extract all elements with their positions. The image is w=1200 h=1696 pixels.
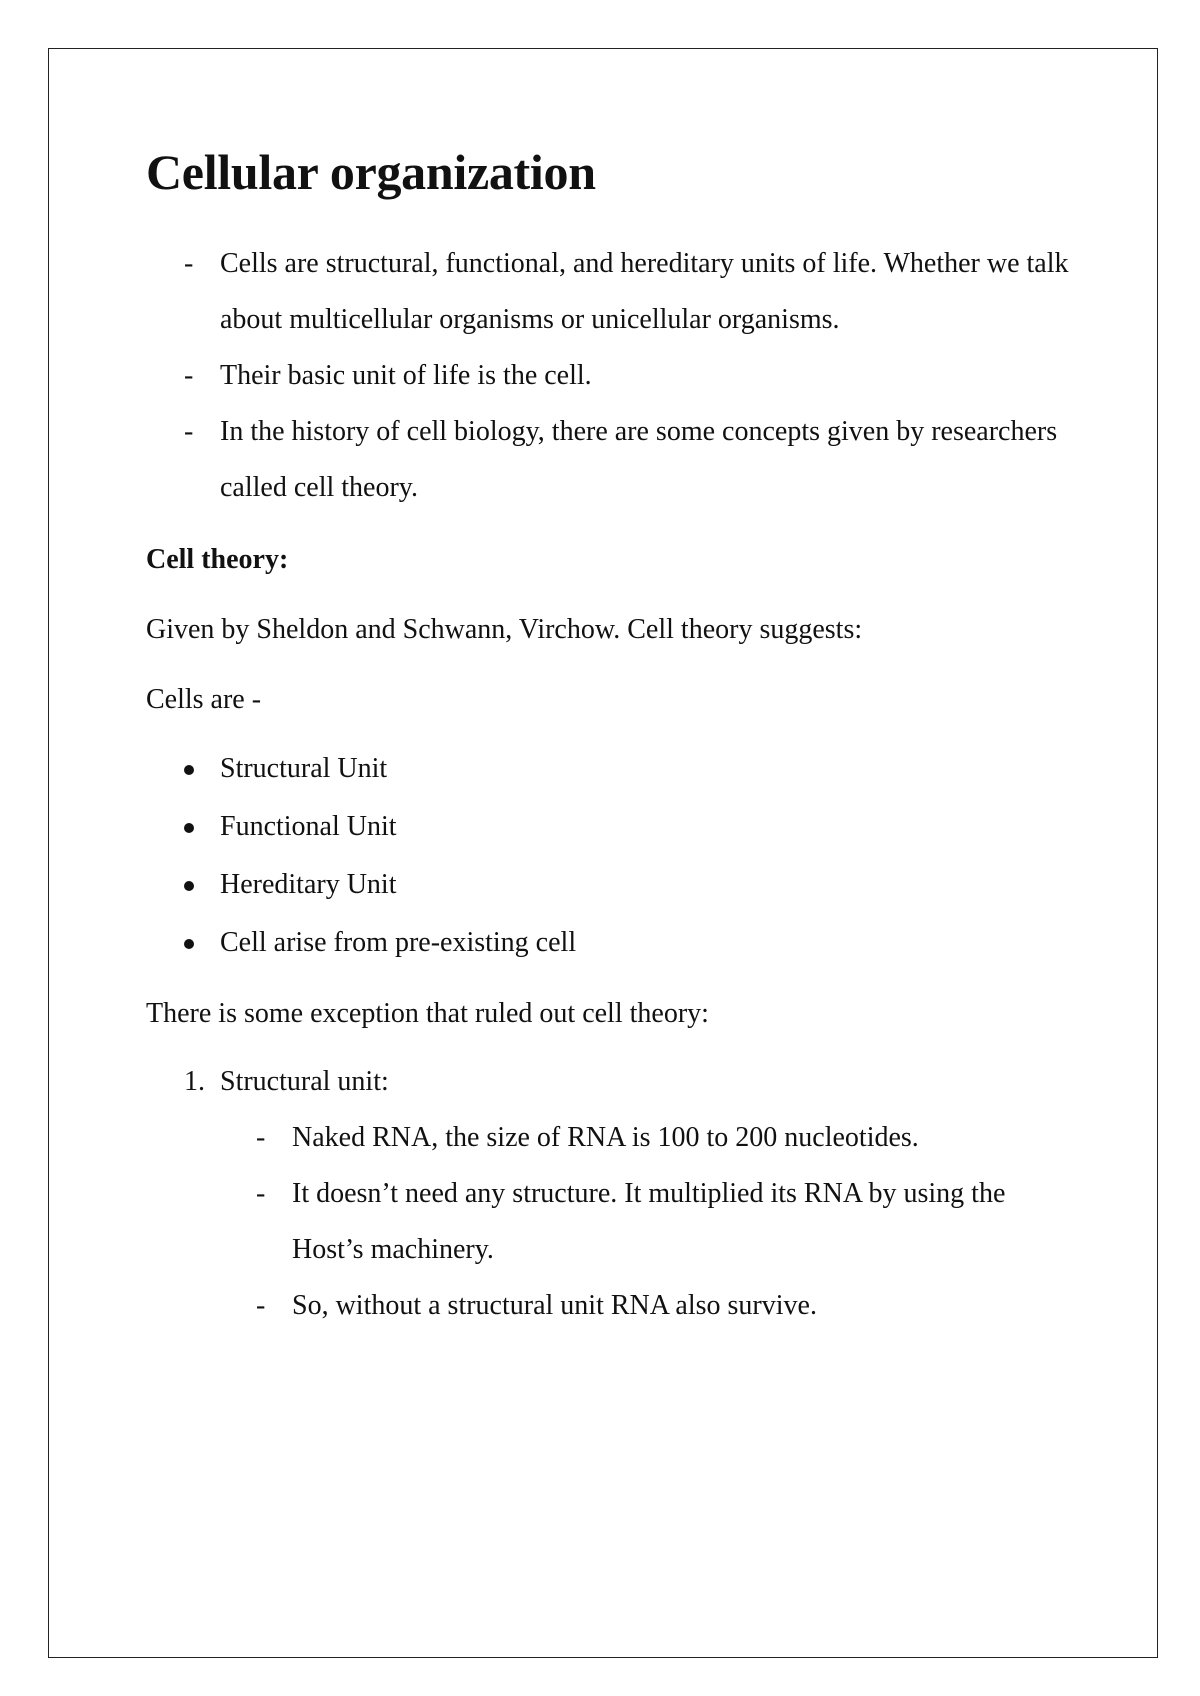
list-item [184,914,1076,972]
document-content [146,142,1076,1334]
list-item [184,856,1076,914]
cell-theory-heading: Cell theory: [146,544,289,575]
list-item [256,1166,1076,1278]
list-item [184,1054,1076,1334]
dash-marker: - [184,416,194,447]
list-item-text: Cells are structural, functional, and hereditary units of life. Whether we talk about multicellular organisms or unicellular organisms. [220,248,1069,335]
dash-marker: - [256,1122,266,1153]
bullet-icon [184,939,194,949]
list-item-text: Hereditary Unit [220,869,397,900]
list-item [184,236,1076,348]
exception-text: There is some exception that ruled out cell theory: [146,998,709,1029]
list-item-text: So, without a structural unit RNA also survive. [292,1290,817,1321]
list-item-text: In the history of cell biology, there are some concepts given by researchers called cell theory. [220,416,1058,503]
bullet-icon [184,823,194,833]
list-item-text: Their basic unit of life is the cell. [220,360,592,391]
list-item-text: Functional Unit [220,811,397,842]
list-item [184,348,1076,404]
page-title: Cellular organization [146,144,596,200]
list-item [184,798,1076,856]
intro-list [184,236,1076,516]
dash-marker: - [256,1290,266,1321]
list-item-text: Naked RNA, the size of RNA is 100 to 200 nucleotides. [292,1122,919,1153]
dash-marker: - [184,248,194,279]
exception-title: Structural unit: [220,1066,389,1097]
exceptions-list [184,1054,1076,1334]
bullet-icon [184,765,194,775]
list-item [184,740,1076,798]
dash-marker: - [184,360,194,391]
bullet-icon [184,881,194,891]
list-item-text: Cell arise from pre-existing cell [220,927,577,958]
list-item-text: Structural Unit [220,753,388,784]
cell-units-list [184,740,1076,972]
list-number: 1. [184,1066,205,1097]
list-item [256,1110,1076,1166]
list-item-text: It doesn’t need any structure. It multiplied its RNA by using the Host’s machinery. [292,1178,1006,1265]
exception-points [256,1110,1076,1334]
list-item [256,1278,1076,1334]
cells-are-text: Cells are - [146,684,262,715]
dash-marker: - [256,1178,266,1209]
cell-theory-given-by: Given by Sheldon and Schwann, Virchow. Cell theory suggests: [146,614,863,645]
list-item [184,404,1076,516]
